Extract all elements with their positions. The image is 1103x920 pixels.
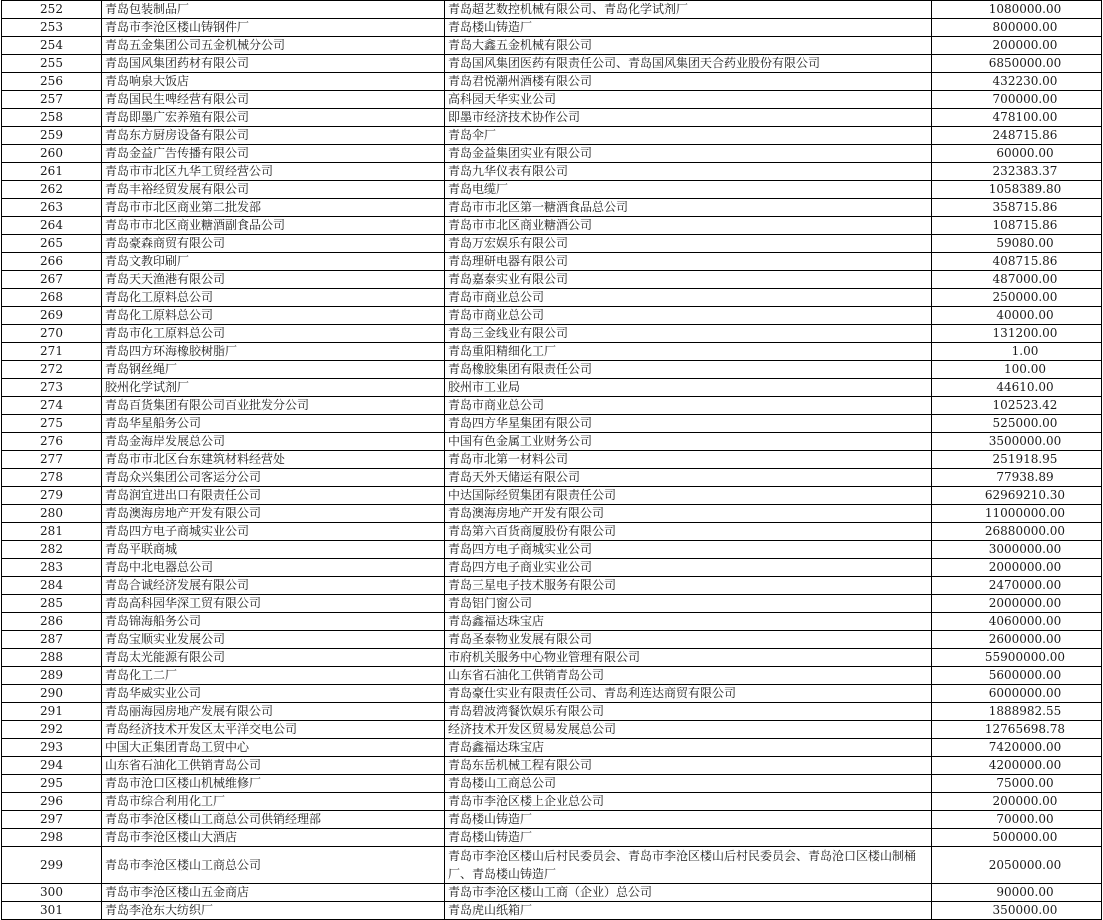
debtor-name: 青岛金海岸发展总公司 bbox=[102, 433, 445, 451]
debt-table-body bbox=[2, 1, 1102, 920]
guarantor-name: 中达国际经贸集团有限责任公司 bbox=[445, 487, 932, 505]
amount-value: 2000000.00 bbox=[932, 559, 1102, 577]
table-row bbox=[2, 325, 1102, 343]
debtor-name: 青岛化工原料总公司 bbox=[102, 307, 445, 325]
guarantor-name: 青岛三金线业有限公司 bbox=[445, 325, 932, 343]
debtor-name: 青岛宝顺实业发展公司 bbox=[102, 631, 445, 649]
row-number: 287 bbox=[2, 631, 102, 649]
row-number: 289 bbox=[2, 667, 102, 685]
guarantor-name: 青岛第六百货商厦股份有限公司 bbox=[445, 523, 932, 541]
amount-value: 90000.00 bbox=[932, 884, 1102, 902]
table-row bbox=[2, 577, 1102, 595]
amount-value: 1058389.80 bbox=[932, 181, 1102, 199]
row-number: 258 bbox=[2, 109, 102, 127]
guarantor-name: 青岛澳海房地产开发有限公司 bbox=[445, 505, 932, 523]
debtor-name: 青岛丽海园房地产发展有限公司 bbox=[102, 703, 445, 721]
amount-value: 232383.37 bbox=[932, 163, 1102, 181]
debtor-name: 青岛锦海船务公司 bbox=[102, 613, 445, 631]
amount-value: 26880000.00 bbox=[932, 523, 1102, 541]
amount-value: 4200000.00 bbox=[932, 757, 1102, 775]
row-number: 266 bbox=[2, 253, 102, 271]
row-number: 277 bbox=[2, 451, 102, 469]
amount-value: 1.00 bbox=[932, 343, 1102, 361]
amount-value: 200000.00 bbox=[932, 793, 1102, 811]
row-number: 270 bbox=[2, 325, 102, 343]
amount-value: 102523.42 bbox=[932, 397, 1102, 415]
table-row bbox=[2, 649, 1102, 667]
row-number: 255 bbox=[2, 55, 102, 73]
guarantor-name: 青岛天外天储运有限公司 bbox=[445, 469, 932, 487]
debtor-name: 青岛国民生啤经营有限公司 bbox=[102, 91, 445, 109]
debtor-name: 青岛李沧东大纺织厂 bbox=[102, 902, 445, 920]
amount-value: 1888982.55 bbox=[932, 703, 1102, 721]
guarantor-name: 青岛大鑫五金机械有限公司 bbox=[445, 37, 932, 55]
amount-value: 200000.00 bbox=[932, 37, 1102, 55]
table-row bbox=[2, 505, 1102, 523]
debtor-name: 青岛华威实业公司 bbox=[102, 685, 445, 703]
row-number: 264 bbox=[2, 217, 102, 235]
row-number: 256 bbox=[2, 73, 102, 91]
amount-value: 3000000.00 bbox=[932, 541, 1102, 559]
table-row bbox=[2, 361, 1102, 379]
guarantor-name: 青岛市市北区商业糖酒公司 bbox=[445, 217, 932, 235]
guarantor-name: 青岛市李沧区楼上企业总公司 bbox=[445, 793, 932, 811]
debtor-name: 青岛豪森商贸有限公司 bbox=[102, 235, 445, 253]
row-number: 290 bbox=[2, 685, 102, 703]
debtor-name: 青岛澳海房地产开发有限公司 bbox=[102, 505, 445, 523]
row-number: 299 bbox=[2, 847, 102, 884]
debtor-name: 青岛文教印刷厂 bbox=[102, 253, 445, 271]
guarantor-name: 青岛市李沧区楼山工商（企业）总公司 bbox=[445, 884, 932, 902]
debtor-name: 青岛市市北区九华工贸经营公司 bbox=[102, 163, 445, 181]
guarantor-name: 青岛四方华星集团有限公司 bbox=[445, 415, 932, 433]
guarantor-name: 青岛楼山铸造厂 bbox=[445, 829, 932, 847]
table-row bbox=[2, 811, 1102, 829]
amount-value: 62969210.30 bbox=[932, 487, 1102, 505]
guarantor-name: 青岛楼山铸造厂 bbox=[445, 811, 932, 829]
table-row bbox=[2, 217, 1102, 235]
amount-value: 40000.00 bbox=[932, 307, 1102, 325]
guarantor-name: 青岛理研电器有限公司 bbox=[445, 253, 932, 271]
debtor-name: 青岛市李沧区楼山五金商店 bbox=[102, 884, 445, 902]
guarantor-name: 青岛圣泰物业发展有限公司 bbox=[445, 631, 932, 649]
guarantor-name: 市府机关服务中心物业管理有限公司 bbox=[445, 649, 932, 667]
debtor-name: 青岛市李沧区楼山铸钢件厂 bbox=[102, 19, 445, 37]
table-row bbox=[2, 793, 1102, 811]
amount-value: 358715.86 bbox=[932, 199, 1102, 217]
table-row bbox=[2, 451, 1102, 469]
guarantor-name: 青岛金益集团实业有限公司 bbox=[445, 145, 932, 163]
amount-value: 11000000.00 bbox=[932, 505, 1102, 523]
row-number: 276 bbox=[2, 433, 102, 451]
debtor-name: 青岛市李沧区楼山工商总公司供销经理部 bbox=[102, 811, 445, 829]
amount-value: 700000.00 bbox=[932, 91, 1102, 109]
guarantor-name: 青岛四方电子商业实业公司 bbox=[445, 559, 932, 577]
guarantor-name: 青岛重阳精细化工厂 bbox=[445, 343, 932, 361]
debtor-name: 青岛五金集团公司五金机械分公司 bbox=[102, 37, 445, 55]
table-row bbox=[2, 685, 1102, 703]
guarantor-name: 青岛九华仪表有限公司 bbox=[445, 163, 932, 181]
row-number: 280 bbox=[2, 505, 102, 523]
row-number: 294 bbox=[2, 757, 102, 775]
row-number: 283 bbox=[2, 559, 102, 577]
debtor-name: 青岛市化工原料总公司 bbox=[102, 325, 445, 343]
table-row bbox=[2, 829, 1102, 847]
row-number: 286 bbox=[2, 613, 102, 631]
guarantor-name: 青岛嘉泰实业有限公司 bbox=[445, 271, 932, 289]
amount-value: 432230.00 bbox=[932, 73, 1102, 91]
table-row bbox=[2, 109, 1102, 127]
table-row bbox=[2, 127, 1102, 145]
row-number: 282 bbox=[2, 541, 102, 559]
guarantor-name: 青岛楼山工商总公司 bbox=[445, 775, 932, 793]
table-row bbox=[2, 902, 1102, 920]
amount-value: 248715.86 bbox=[932, 127, 1102, 145]
row-number: 281 bbox=[2, 523, 102, 541]
table-row bbox=[2, 775, 1102, 793]
row-number: 261 bbox=[2, 163, 102, 181]
guarantor-name: 经济技术开发区贸易发展总公司 bbox=[445, 721, 932, 739]
row-number: 267 bbox=[2, 271, 102, 289]
row-number: 252 bbox=[2, 1, 102, 19]
amount-value: 108715.86 bbox=[932, 217, 1102, 235]
table-row bbox=[2, 667, 1102, 685]
guarantor-name: 青岛豪仕实业有限责任公司、青岛利连达商贸有限公司 bbox=[445, 685, 932, 703]
table-row bbox=[2, 343, 1102, 361]
table-row bbox=[2, 91, 1102, 109]
table-row bbox=[2, 541, 1102, 559]
amount-value: 500000.00 bbox=[932, 829, 1102, 847]
debtor-name: 青岛市市北区台东建筑材料经营处 bbox=[102, 451, 445, 469]
table-row bbox=[2, 613, 1102, 631]
amount-value: 5600000.00 bbox=[932, 667, 1102, 685]
table-row bbox=[2, 631, 1102, 649]
debt-table bbox=[1, 0, 1102, 920]
amount-value: 525000.00 bbox=[932, 415, 1102, 433]
debtor-name: 青岛天天渔港有限公司 bbox=[102, 271, 445, 289]
debtor-name: 青岛太光能源有限公司 bbox=[102, 649, 445, 667]
debtor-name: 青岛中北电器总公司 bbox=[102, 559, 445, 577]
guarantor-name: 青岛鑫福达珠宝店 bbox=[445, 739, 932, 757]
amount-value: 70000.00 bbox=[932, 811, 1102, 829]
debtor-name: 青岛市市北区商业糖酒副食品公司 bbox=[102, 217, 445, 235]
debtor-name: 青岛华星船务公司 bbox=[102, 415, 445, 433]
table-row bbox=[2, 253, 1102, 271]
debtor-name: 青岛市综合利用化工厂 bbox=[102, 793, 445, 811]
row-number: 285 bbox=[2, 595, 102, 613]
table-row bbox=[2, 397, 1102, 415]
table-row bbox=[2, 595, 1102, 613]
debtor-name: 青岛四方电子商城实业公司 bbox=[102, 523, 445, 541]
table-row bbox=[2, 19, 1102, 37]
amount-value: 59080.00 bbox=[932, 235, 1102, 253]
guarantor-name: 青岛市李沧区楼山后村民委员会、青岛市李沧区楼山后村民委员会、青岛沧口区楼山制桶厂、青岛楼山铸造厂 bbox=[445, 847, 932, 884]
table-row bbox=[2, 145, 1102, 163]
row-number: 260 bbox=[2, 145, 102, 163]
table-row bbox=[2, 73, 1102, 91]
amount-value: 77938.89 bbox=[932, 469, 1102, 487]
row-number: 284 bbox=[2, 577, 102, 595]
amount-value: 2600000.00 bbox=[932, 631, 1102, 649]
amount-value: 250000.00 bbox=[932, 289, 1102, 307]
table-row bbox=[2, 523, 1102, 541]
table-row bbox=[2, 271, 1102, 289]
amount-value: 2000000.00 bbox=[932, 595, 1102, 613]
guarantor-name: 即墨市经济技术协作公司 bbox=[445, 109, 932, 127]
amount-value: 7420000.00 bbox=[932, 739, 1102, 757]
guarantor-name: 青岛君悦潮州酒楼有限公司 bbox=[445, 73, 932, 91]
guarantor-name: 青岛超艺数控机械有限公司、青岛化学试剂厂 bbox=[445, 1, 932, 19]
guarantor-name: 青岛四方电子商城实业公司 bbox=[445, 541, 932, 559]
row-number: 279 bbox=[2, 487, 102, 505]
guarantor-name: 胶州市工业局 bbox=[445, 379, 932, 397]
debtor-name: 青岛东方厨房设备有限公司 bbox=[102, 127, 445, 145]
debtor-name: 山东省石油化工供销青岛公司 bbox=[102, 757, 445, 775]
table-row bbox=[2, 415, 1102, 433]
row-number: 291 bbox=[2, 703, 102, 721]
row-number: 295 bbox=[2, 775, 102, 793]
amount-value: 4060000.00 bbox=[932, 613, 1102, 631]
debtor-name: 青岛丰裕经贸发展有限公司 bbox=[102, 181, 445, 199]
amount-value: 350000.00 bbox=[932, 902, 1102, 920]
row-number: 269 bbox=[2, 307, 102, 325]
debtor-name: 青岛经济技术开发区太平洋交电公司 bbox=[102, 721, 445, 739]
guarantor-name: 青岛楼山铸造厂 bbox=[445, 19, 932, 37]
table-row bbox=[2, 37, 1102, 55]
row-number: 301 bbox=[2, 902, 102, 920]
row-number: 265 bbox=[2, 235, 102, 253]
debtor-name: 青岛金益广告传播有限公司 bbox=[102, 145, 445, 163]
guarantor-name: 青岛碧波湾餐饮娱乐有限公司 bbox=[445, 703, 932, 721]
guarantor-name: 青岛市北第一材料公司 bbox=[445, 451, 932, 469]
row-number: 293 bbox=[2, 739, 102, 757]
table-row bbox=[2, 199, 1102, 217]
table-row bbox=[2, 55, 1102, 73]
debtor-name: 青岛化工原料总公司 bbox=[102, 289, 445, 307]
amount-value: 800000.00 bbox=[932, 19, 1102, 37]
debtor-name: 青岛众兴集团公司客运分公司 bbox=[102, 469, 445, 487]
debtor-name: 青岛市李沧区楼山大酒店 bbox=[102, 829, 445, 847]
table-row bbox=[2, 289, 1102, 307]
guarantor-name: 青岛三星电子技术服务有限公司 bbox=[445, 577, 932, 595]
table-row bbox=[2, 884, 1102, 902]
row-number: 300 bbox=[2, 884, 102, 902]
table-row bbox=[2, 235, 1102, 253]
guarantor-name: 青岛市商业总公司 bbox=[445, 289, 932, 307]
amount-value: 6000000.00 bbox=[932, 685, 1102, 703]
amount-value: 44610.00 bbox=[932, 379, 1102, 397]
row-number: 297 bbox=[2, 811, 102, 829]
table-row bbox=[2, 1, 1102, 19]
amount-value: 487000.00 bbox=[932, 271, 1102, 289]
debtor-name: 青岛响泉大饭店 bbox=[102, 73, 445, 91]
amount-value: 131200.00 bbox=[932, 325, 1102, 343]
debtor-name: 青岛市沧口区楼山机械维修厂 bbox=[102, 775, 445, 793]
amount-value: 2050000.00 bbox=[932, 847, 1102, 884]
row-number: 257 bbox=[2, 91, 102, 109]
table-row bbox=[2, 739, 1102, 757]
debtor-name: 青岛四方环海橡胶树脂厂 bbox=[102, 343, 445, 361]
row-number: 278 bbox=[2, 469, 102, 487]
guarantor-name: 青岛国风集团医药有限责任公司、青岛国风集团天合药业股份有限公司 bbox=[445, 55, 932, 73]
guarantor-name: 青岛橡胶集团有限责任公司 bbox=[445, 361, 932, 379]
table-row bbox=[2, 379, 1102, 397]
row-number: 253 bbox=[2, 19, 102, 37]
row-number: 262 bbox=[2, 181, 102, 199]
guarantor-name: 青岛伞厂 bbox=[445, 127, 932, 145]
debtor-name: 青岛国风集团药材有限公司 bbox=[102, 55, 445, 73]
debtor-name: 青岛合诚经济发展有限公司 bbox=[102, 577, 445, 595]
row-number: 268 bbox=[2, 289, 102, 307]
amount-value: 100.00 bbox=[932, 361, 1102, 379]
guarantor-name: 青岛电缆厂 bbox=[445, 181, 932, 199]
table-row bbox=[2, 757, 1102, 775]
amount-value: 75000.00 bbox=[932, 775, 1102, 793]
amount-value: 251918.95 bbox=[932, 451, 1102, 469]
guarantor-name: 青岛市商业总公司 bbox=[445, 307, 932, 325]
guarantor-name: 青岛东岳机械工程有限公司 bbox=[445, 757, 932, 775]
row-number: 274 bbox=[2, 397, 102, 415]
debtor-name: 青岛市市北区商业第二批发部 bbox=[102, 199, 445, 217]
table-row bbox=[2, 163, 1102, 181]
row-number: 292 bbox=[2, 721, 102, 739]
guarantor-name: 青岛鑫福达珠宝店 bbox=[445, 613, 932, 631]
row-number: 273 bbox=[2, 379, 102, 397]
guarantor-name: 青岛市市北区第一糖酒食品总公司 bbox=[445, 199, 932, 217]
debtor-name: 青岛百货集团有限公司百业批发分公司 bbox=[102, 397, 445, 415]
guarantor-name: 青岛铝门窗公司 bbox=[445, 595, 932, 613]
amount-value: 6850000.00 bbox=[932, 55, 1102, 73]
row-number: 271 bbox=[2, 343, 102, 361]
amount-value: 1080000.00 bbox=[932, 1, 1102, 19]
amount-value: 12765698.78 bbox=[932, 721, 1102, 739]
row-number: 259 bbox=[2, 127, 102, 145]
row-number: 296 bbox=[2, 793, 102, 811]
row-number: 254 bbox=[2, 37, 102, 55]
table-row bbox=[2, 307, 1102, 325]
table-row bbox=[2, 181, 1102, 199]
debtor-name: 胶州化学试剂厂 bbox=[102, 379, 445, 397]
amount-value: 2470000.00 bbox=[932, 577, 1102, 595]
debtor-name: 青岛润宜进出口有限责任公司 bbox=[102, 487, 445, 505]
guarantor-name: 中国有色金属工业财务公司 bbox=[445, 433, 932, 451]
table-row bbox=[2, 847, 1102, 884]
row-number: 263 bbox=[2, 199, 102, 217]
debtor-name: 青岛钢丝绳厂 bbox=[102, 361, 445, 379]
table-row bbox=[2, 469, 1102, 487]
guarantor-name: 青岛虎山纸箱厂 bbox=[445, 902, 932, 920]
amount-value: 478100.00 bbox=[932, 109, 1102, 127]
debtor-name: 青岛市李沧区楼山工商总公司 bbox=[102, 847, 445, 884]
debtor-name: 中国大正集团青岛工贸中心 bbox=[102, 739, 445, 757]
table-row bbox=[2, 721, 1102, 739]
debtor-name: 青岛包装制品厂 bbox=[102, 1, 445, 19]
guarantor-name: 青岛万宏娱乐有限公司 bbox=[445, 235, 932, 253]
table-row bbox=[2, 433, 1102, 451]
row-number: 288 bbox=[2, 649, 102, 667]
amount-value: 55900000.00 bbox=[932, 649, 1102, 667]
amount-value: 60000.00 bbox=[932, 145, 1102, 163]
debtor-name: 青岛即墨广宏养殖有限公司 bbox=[102, 109, 445, 127]
amount-value: 408715.86 bbox=[932, 253, 1102, 271]
debtor-name: 青岛高科园华深工贸有限公司 bbox=[102, 595, 445, 613]
guarantor-name: 山东省石油化工供销青岛公司 bbox=[445, 667, 932, 685]
table-row bbox=[2, 487, 1102, 505]
guarantor-name: 青岛市商业总公司 bbox=[445, 397, 932, 415]
row-number: 275 bbox=[2, 415, 102, 433]
table-row bbox=[2, 559, 1102, 577]
debtor-name: 青岛化工二厂 bbox=[102, 667, 445, 685]
amount-value: 3500000.00 bbox=[932, 433, 1102, 451]
debtor-name: 青岛平联商城 bbox=[102, 541, 445, 559]
table-row bbox=[2, 703, 1102, 721]
guarantor-name: 高科园天华实业公司 bbox=[445, 91, 932, 109]
row-number: 272 bbox=[2, 361, 102, 379]
row-number: 298 bbox=[2, 829, 102, 847]
